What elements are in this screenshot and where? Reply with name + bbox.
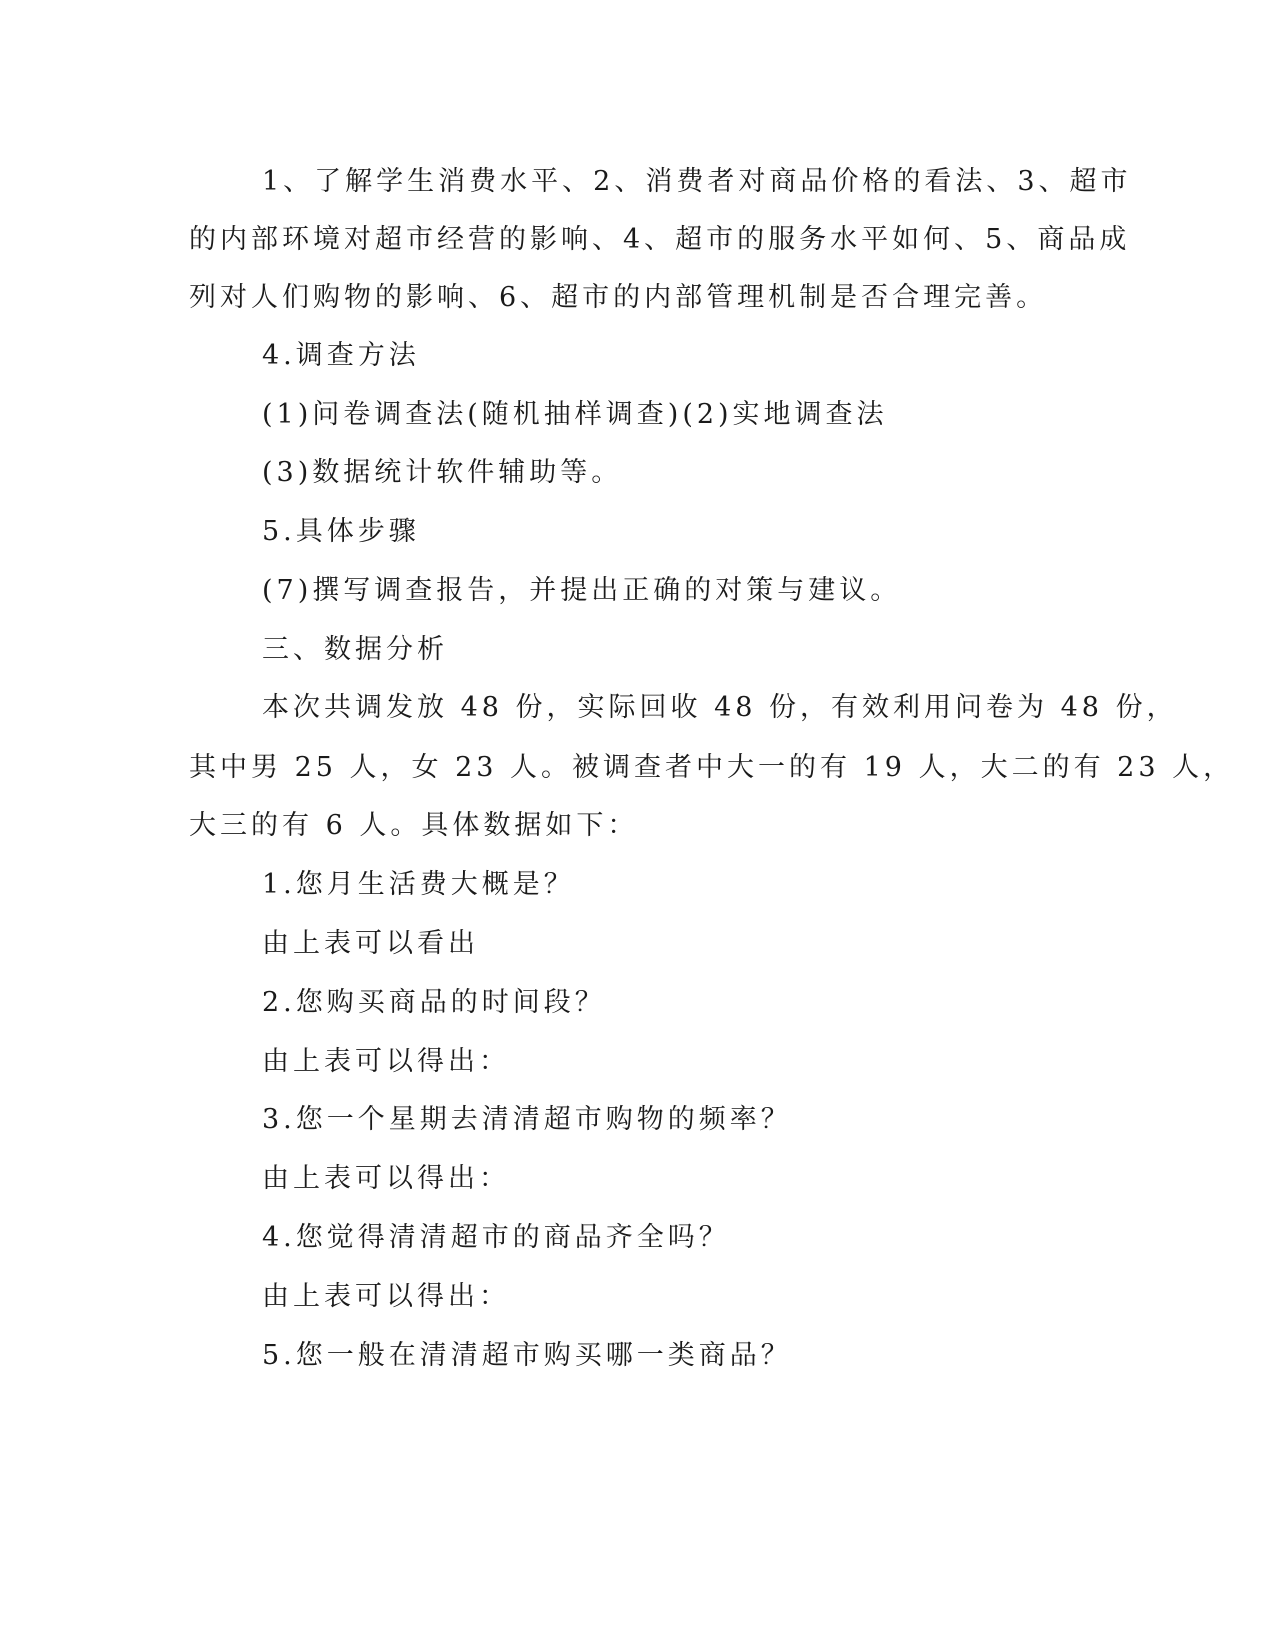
paragraph-line: 其中男 25 人，女 23 人。被调查者中大一的有 19 人，大二的有 23 人， (189, 752, 1235, 783)
paragraph-line: 的内部环境对超市经营的影响、4、超市的服务水平如何、5、商品成 (189, 224, 1131, 255)
section-heading: 三、数据分析 (262, 634, 448, 665)
paragraph-line: 列对人们购物的影响、6、超市的内部管理机制是否合理完善。 (189, 282, 1048, 313)
question-line: 3.您一个星期去清清超市购物的频率？ (262, 1104, 792, 1135)
section-heading: 5.具体步骤 (262, 516, 420, 547)
paragraph-line: 本次共调发放 48 份，实际回收 48 份，有效利用问卷为 48 份， (262, 692, 1178, 723)
question-line: 5.您一般在清清超市购买哪一类商品？ (262, 1340, 792, 1371)
paragraph-line: 由上表可以看出 (262, 928, 479, 959)
paragraph-line: 由上表可以得出： (262, 1163, 510, 1194)
paragraph-line: 由上表可以得出： (262, 1046, 510, 1077)
paragraph-line: 由上表可以得出： (262, 1281, 510, 1312)
paragraph-line: 大三的有 6 人。具体数据如下： (189, 810, 639, 841)
question-line: 2.您购买商品的时间段？ (262, 987, 606, 1018)
paragraph-line: (3)数据统计软件辅助等。 (262, 457, 623, 488)
paragraph-line: 1、了解学生消费水平、2、消费者对商品价格的看法、3、超市 (262, 166, 1132, 197)
question-line: 4.您觉得清清超市的商品齐全吗？ (262, 1222, 730, 1253)
paragraph-line: (1)问卷调查法(随机抽样调查)(2)实地调查法 (262, 399, 888, 430)
section-heading: 4.调查方法 (262, 340, 420, 371)
paragraph-line: (7)撰写调查报告，并提出正确的对策与建议。 (262, 575, 902, 606)
question-line: 1.您月生活费大概是？ (262, 869, 575, 900)
